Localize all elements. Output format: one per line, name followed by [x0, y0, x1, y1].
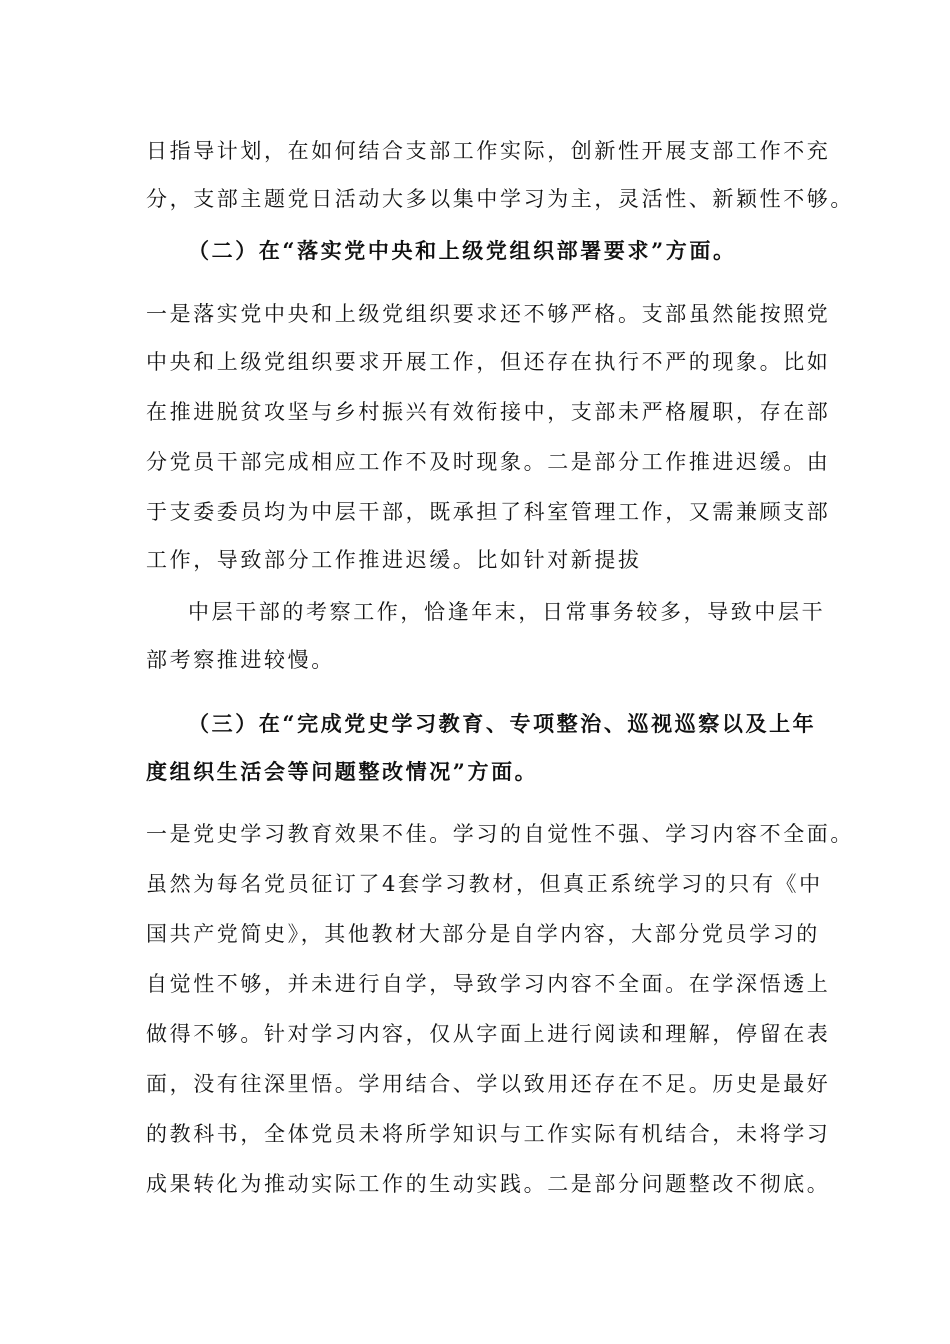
body-line: 部考察推进较慢。 — [146, 648, 335, 672]
body-line: 工作，导致部分工作推进迟缓。比如针对新提拔 — [146, 548, 642, 572]
body-line: 在推进脱贫攻坚与乡村振兴有效衔接中，支部未严格履职，存在部 — [146, 400, 831, 424]
section-heading-2: （二）在“落实党中央和上级党组织部署要求”方面。 — [188, 238, 737, 263]
section-heading-3-cont: 度组织生活会等问题整改情况”方面。 — [146, 759, 539, 784]
body-line: 自觉性不够，并未进行自学，导致学习内容不全面。在学深悟透上 — [146, 972, 831, 996]
body-line: 的教科书，全体党员未将所学知识与工作实际有机结合，未将学习 — [146, 1122, 831, 1146]
body-line: 成果转化为推动实际工作的生动实践。二是部分问题整改不彻底。 — [146, 1172, 831, 1196]
body-line: 于支委委员均为中层干部，既承担了科室管理工作，又需兼顾支部 — [146, 500, 831, 524]
body-line: 国共产党简史》，其他教材大部分是自学内容，大部分党员学习的 — [146, 922, 820, 946]
body-line: 面，没有往深里悟。学用结合、学以致用还存在不足。历史是最好 — [146, 1072, 831, 1096]
section-heading-3: （三）在“完成党史学习教育、专项整治、巡视巡察以及上年 — [188, 711, 817, 736]
body-line: 做得不够。针对学习内容，仅从字面上进行阅读和理解，停留在表 — [146, 1022, 831, 1046]
body-line: 日指导计划，在如何结合支部工作实际，创新性开展支部工作不充 — [146, 139, 831, 163]
body-line: 分党员干部完成相应工作不及时现象。二是部分工作推进迟缓。由 — [146, 450, 831, 474]
body-line: 一是落实党中央和上级党组织要求还不够严格。支部虽然能按照党 — [146, 302, 831, 326]
body-line: 中央和上级党组织要求开展工作，但还存在执行不严的现象。比如 — [146, 350, 831, 374]
body-line: 虽然为每名党员征订了4套学习教材，但真正系统学习的只有《中 — [146, 872, 823, 896]
body-line: 一是党史学习教育效果不佳。学习的自觉性不强、学习内容不全面。 — [146, 822, 854, 846]
body-line: 分，支部主题党日活动大多以集中学习为主，灵活性、新颖性不够。 — [146, 187, 854, 211]
body-line: 中层干部的考察工作，恰逢年末，日常事务较多，导致中层干 — [188, 600, 826, 624]
